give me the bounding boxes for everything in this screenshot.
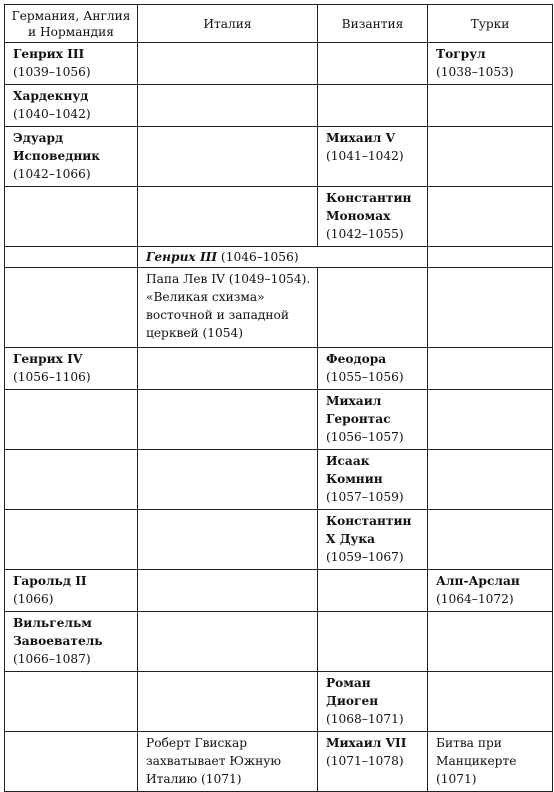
cell-italy (138, 348, 318, 390)
cell-germany (5, 450, 138, 510)
ruler-name: Михаил V (326, 131, 396, 145)
cell-turks (428, 348, 553, 390)
ruler-years: (1068–1071) (326, 712, 404, 726)
cell-turks (428, 268, 553, 348)
table-row (5, 348, 553, 390)
ruler-years: (1066–1087) (13, 652, 91, 666)
ruler-years: (1055–1056) (326, 370, 404, 384)
cell-germany (5, 247, 138, 268)
ruler-years: (1041–1042) (326, 149, 404, 163)
cell-germany (5, 612, 138, 672)
ruler-years: (1039–1056) (13, 65, 91, 79)
cell-germany (5, 570, 138, 612)
ruler-name: Тогрул (436, 47, 486, 61)
cell-turks (428, 612, 553, 672)
cell-byzantium (318, 450, 428, 510)
cell-turks (428, 43, 553, 85)
cell-byzantium (318, 268, 428, 348)
cell-germany (5, 43, 138, 85)
ruler-name: Гарольд II (13, 574, 87, 588)
header-italy: Италия (138, 5, 318, 43)
ruler-name: Феодора (326, 352, 387, 366)
cell-italy (138, 570, 318, 612)
table-row (5, 570, 553, 612)
ruler-name: Константин Х Дука (326, 514, 412, 546)
ruler-name: Генрих III (146, 250, 218, 264)
ruler-years: (1064–1072) (436, 592, 514, 606)
cell-italy (138, 510, 318, 570)
ruler-name: Хардекнуд (13, 89, 89, 103)
cell-germany (5, 672, 138, 732)
cell-italy (138, 450, 318, 510)
header-turks: Турки (428, 5, 553, 43)
history-table (4, 4, 553, 792)
cell-byzantium (318, 390, 428, 450)
ruler-name: Михаил VII (326, 736, 407, 750)
cell-italy (138, 390, 318, 450)
cell-turks (428, 450, 553, 510)
ruler-years: (1040–1042) (13, 107, 91, 121)
header-germany: Германия, Англия и Нормандия (5, 5, 138, 43)
ruler-name: Роман Диоген (326, 676, 379, 708)
cell-byzantium (318, 570, 428, 612)
cell-italy (138, 187, 318, 247)
ruler-years: (1056–1057) (326, 430, 404, 444)
cell-byzantium (318, 127, 428, 187)
cell-italy (138, 612, 318, 672)
table-row (5, 450, 553, 510)
header-row (5, 5, 553, 43)
table-row (5, 43, 553, 85)
ruler-years: (1042–1066) (13, 167, 91, 181)
cell-germany (5, 187, 138, 247)
ruler-years: (1057–1059) (326, 490, 404, 504)
cell-italy (138, 127, 318, 187)
table-row (5, 672, 553, 732)
event-text: Папа Лев IV (1049–1054). «Великая схизма» восточной и западной церквей (1054) (146, 272, 311, 340)
ruler-name: Михаил Геронтас (326, 394, 391, 426)
cell-byzantium (318, 612, 428, 672)
cell-byzantium (318, 510, 428, 570)
ruler-years: (1046–1056) (217, 250, 299, 264)
table-row (5, 85, 553, 127)
ruler-name: Алп-Арслан (436, 574, 520, 588)
cell-turks (428, 672, 553, 732)
cell-italy (138, 672, 318, 732)
ruler-years: (1056–1106) (13, 370, 91, 384)
event-text: Роберт Гвискар захватывает Южную Италию (1071) (146, 736, 281, 786)
ruler-name: Вильгельм Завоеватель (13, 616, 103, 648)
cell-turks (428, 390, 553, 450)
cell-byzantium (318, 187, 428, 247)
cell-germany (5, 390, 138, 450)
cell-turks (428, 187, 553, 247)
cell-turks (428, 85, 553, 127)
ruler-years: (1059–1067) (326, 550, 404, 564)
table-row (5, 187, 553, 247)
cell-byzantium (318, 672, 428, 732)
cell-italy (138, 85, 318, 127)
table-row (5, 612, 553, 672)
cell-germany (5, 348, 138, 390)
cell-byzantium (318, 348, 428, 390)
ruler-years: (1071–1078) (326, 754, 404, 768)
ruler-name: Исаак Комнин (326, 454, 383, 486)
cell-italy-byzantium (138, 247, 428, 268)
cell-turks (428, 127, 553, 187)
cell-germany (5, 510, 138, 570)
cell-italy (138, 43, 318, 85)
event-text: Битва при Манцикерте (1071) (436, 736, 517, 786)
ruler-name: Константин Мономах (326, 191, 412, 223)
table-row (5, 510, 553, 570)
ruler-years: (1038–1053) (436, 65, 514, 79)
cell-germany (5, 85, 138, 127)
ruler-years: (1066) (13, 592, 54, 606)
table-row (5, 127, 553, 187)
table-row (5, 268, 553, 348)
cell-germany (5, 268, 138, 348)
table-row (5, 390, 553, 450)
table-row (5, 247, 553, 268)
cell-byzantium (318, 85, 428, 127)
cell-turks (428, 247, 553, 268)
cell-byzantium (318, 43, 428, 85)
cell-germany (5, 127, 138, 187)
ruler-name: Генрих IV (13, 352, 83, 366)
cell-turks (428, 570, 553, 612)
cell-italy (138, 268, 318, 348)
cell-turks (428, 510, 553, 570)
ruler-name: Генрих III (13, 47, 85, 61)
header-byzantium: Византия (318, 5, 428, 43)
ruler-name: Эдуард Исповедник (13, 131, 101, 163)
ruler-years: (1042–1055) (326, 227, 404, 241)
